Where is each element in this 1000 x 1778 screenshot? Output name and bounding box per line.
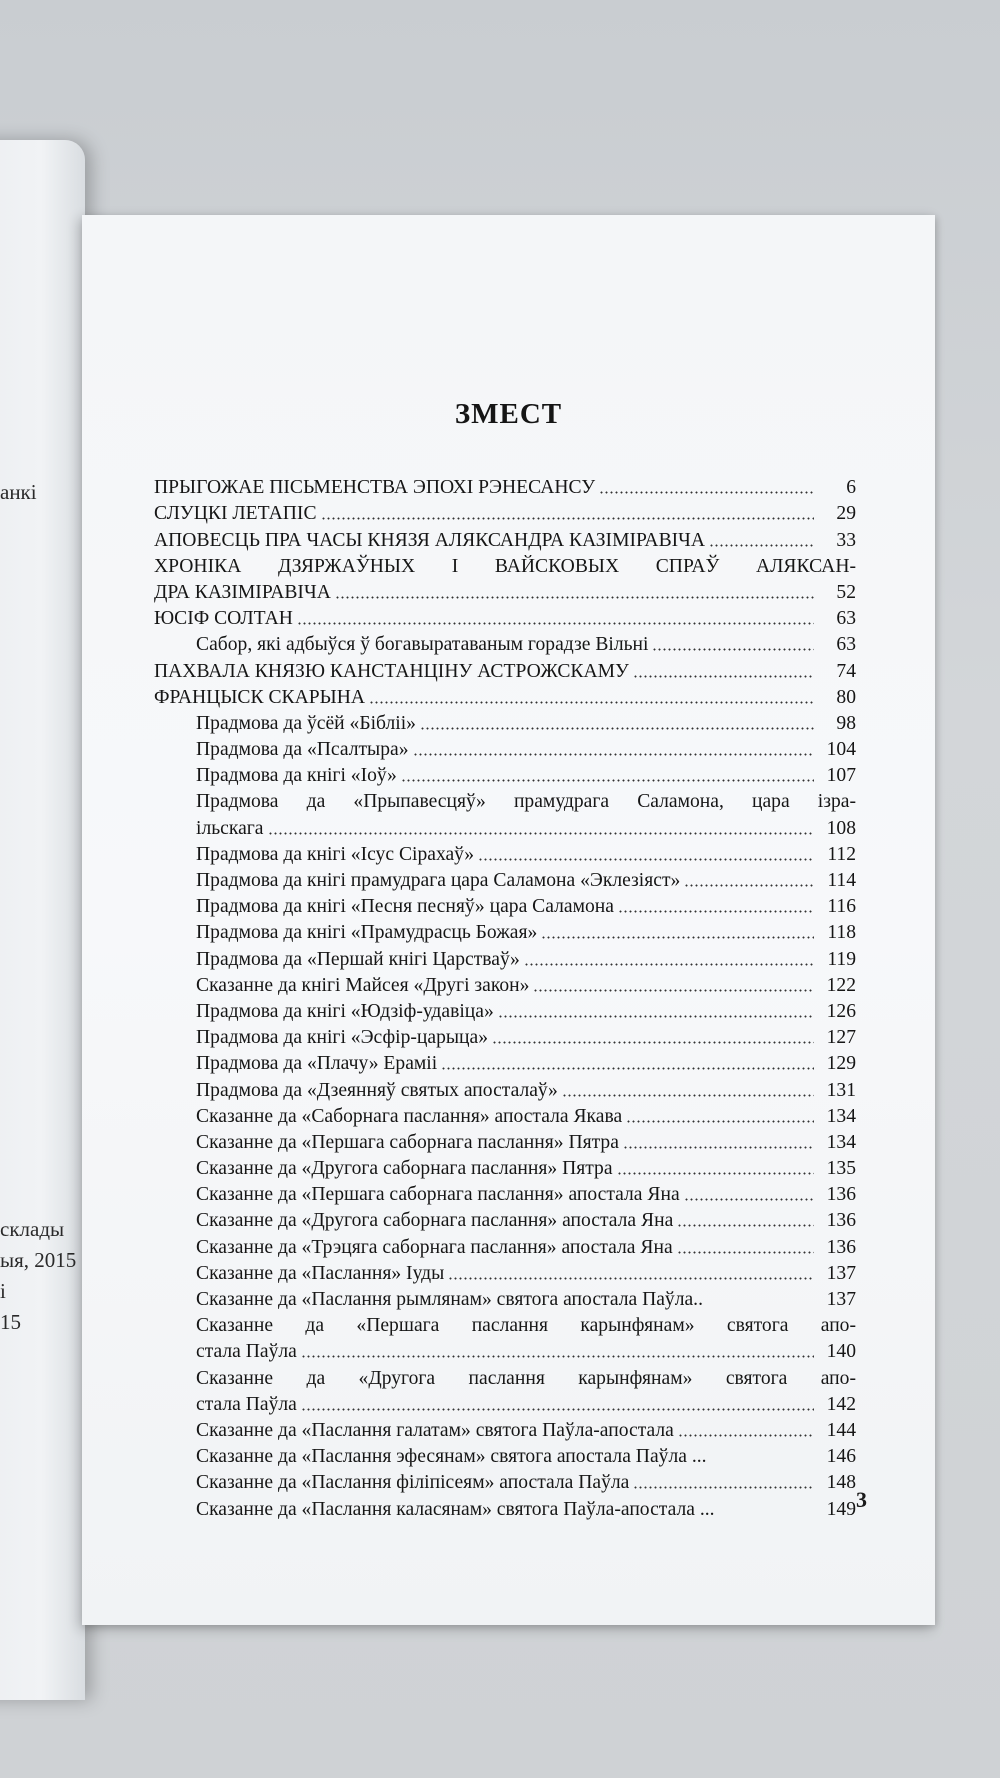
toc-entry-page: 137 — [826, 1289, 856, 1310]
toc-entry-title: Сказанне да «Другога саборнага паслання» апостала Яна — [196, 1210, 674, 1232]
toc-entry-title: ільскага — [196, 817, 264, 839]
dot-leader — [684, 1198, 814, 1201]
toc-entry-page: 98 — [836, 712, 856, 734]
dot-leader — [678, 1434, 814, 1437]
toc-entry-title: Сказанне да «Першага саборнага паслання» апостала Яна — [196, 1184, 680, 1206]
dot-leader — [478, 858, 814, 861]
toc-entry-title: Сказанне да «Паслання каласянам» святога Паўла-апостала ... — [196, 1498, 715, 1520]
page-number: 3 — [856, 1487, 867, 1512]
toc-entry — [154, 683, 856, 709]
toc-entry-title: Прадмова да кнігі прамудрага цара Саламона «Эклезіяст» — [196, 870, 681, 891]
toc-entry-page: 116 — [827, 896, 856, 918]
toc-entry — [154, 630, 856, 656]
toc-entry-page: 80 — [836, 686, 856, 708]
toc-entry-title: Прадмова да «Прыпавесцяў» прамудрага Саламона, цара ізра- — [196, 791, 856, 813]
dot-leader — [541, 936, 814, 939]
dot-leader — [369, 701, 814, 704]
toc-entry-page: 63 — [836, 634, 856, 656]
toc-entry-title: Сказанне да «Паслання філіпісеям» апостала Паўла — [196, 1472, 630, 1494]
dot-leader — [441, 1067, 814, 1070]
toc-entry-page: 136 — [826, 1236, 856, 1258]
dot-leader — [623, 1146, 814, 1149]
toc-entry — [154, 552, 856, 578]
toc-page — [82, 215, 935, 1625]
dot-leader — [562, 1094, 814, 1097]
dot-leader — [321, 517, 814, 520]
toc-entry — [154, 473, 856, 499]
toc-entry-page: 63 — [836, 608, 856, 630]
toc-entry-title: стала Паўла — [196, 1341, 297, 1363]
left-page-fragment: 15 — [0, 1310, 21, 1334]
toc-entry-title: ПАХВАЛА КНЯЗЮ КАНСТАНЦІНУ АСТРОЖСКАМУ — [154, 660, 629, 682]
toc-entry — [154, 944, 856, 970]
toc-entry-title: Прадмова да кнігі «Прамудрасць Божая» — [196, 922, 538, 944]
toc-entry — [154, 1154, 856, 1180]
toc-entry-page: 114 — [827, 870, 856, 891]
toc-entry-page: 74 — [836, 660, 856, 682]
toc-entry — [154, 813, 856, 839]
toc-entry-title: ХРОНІКА ДЗЯРЖАЎНЫХ І ВАЙСКОВЫХ СПРАЎ АЛЯКСАН- — [154, 555, 856, 577]
toc-entry — [154, 1232, 856, 1258]
toc-entry-title: Прадмова да «Дзеянняў святых апосталаў» — [196, 1079, 558, 1101]
dot-leader — [652, 648, 814, 651]
left-page — [0, 140, 85, 1700]
toc-entry — [154, 604, 856, 630]
toc-entry — [154, 499, 856, 525]
toc-entry — [154, 1468, 856, 1494]
toc-entry-page: 134 — [826, 1131, 856, 1153]
toc-entry-page: 104 — [826, 739, 856, 761]
toc-entry — [154, 840, 856, 866]
toc-entry-title: ЮСІФ СОЛТАН — [154, 608, 293, 630]
toc-entry-title: Сказанне да «Другога саборнага паслання» Пятра — [196, 1158, 613, 1180]
toc-entry — [154, 1337, 856, 1363]
toc-entry — [154, 1285, 856, 1311]
toc-entry — [154, 997, 856, 1023]
toc-entry-page: 112 — [827, 843, 856, 865]
toc-entry-page: 142 — [826, 1393, 856, 1415]
toc-entry-title: Прадмова да «Першай кнігі Царстваў» — [196, 948, 520, 970]
dot-leader — [420, 727, 814, 730]
dot-leader — [533, 989, 814, 992]
toc-entry-title: Прадмова да кнігі «Юдзіф-удавіца» — [196, 1000, 494, 1022]
toc-entry-page: 144 — [826, 1419, 856, 1441]
toc-entry — [154, 578, 856, 604]
toc-entry-page: 136 — [826, 1184, 856, 1206]
toc-entry — [154, 866, 856, 892]
toc-entry — [154, 892, 856, 918]
toc-entry — [154, 1049, 856, 1075]
toc-entry — [154, 1102, 856, 1128]
toc-entry-title: Сказанне да «Паслання эфесянам» святога апостала Паўла ... — [196, 1446, 707, 1468]
toc-entry-title: Сказанне да «Паслання» Іуды — [196, 1262, 445, 1284]
toc-entry-page: 137 — [826, 1262, 856, 1284]
toc-entry — [154, 525, 856, 551]
toc-entry-title: Сказанне да «Трэцяга саборнага паслання» апостала Яна — [196, 1236, 673, 1258]
toc-entry-page: 108 — [826, 817, 856, 839]
toc-entry-title: ФРАНЦЫСК СКАРЫНА — [154, 686, 366, 708]
toc-entry — [154, 761, 856, 787]
toc-entry-page: 52 — [836, 581, 856, 603]
toc-entry-title: Сказанне да «Паслання рымлянам» святога апостала Паўла.. — [196, 1289, 703, 1310]
toc-entry — [154, 1311, 856, 1337]
dot-leader — [301, 1408, 814, 1411]
dot-leader — [401, 779, 814, 782]
dot-leader — [413, 753, 814, 756]
toc-entry-page: 129 — [826, 1053, 856, 1075]
toc-entry-title: стала Паўла — [196, 1393, 297, 1415]
toc-entry — [154, 1075, 856, 1101]
toc-entry — [154, 1206, 856, 1232]
toc-entry — [154, 1128, 856, 1154]
left-page-fragment: анкі — [0, 480, 37, 504]
dot-leader — [301, 1355, 814, 1358]
toc-entry-page: 134 — [826, 1105, 856, 1127]
toc-entry-title: Сказанне да «Другога паслання карынфянам» святога апо- — [196, 1367, 856, 1389]
toc-entry — [154, 1363, 856, 1389]
toc-entry-page: 33 — [836, 529, 856, 551]
toc-entry — [154, 971, 856, 997]
toc-entry-title: Прадмова да кнігі «Эсфір-царыца» — [196, 1027, 489, 1049]
dot-leader — [677, 1224, 814, 1227]
toc-entry-title: Прадмова да кнігі «Іоў» — [196, 765, 397, 787]
dot-leader — [617, 1172, 814, 1175]
toc-entry-title: Прадмова да «Псалтыра» — [196, 739, 409, 761]
toc-entry-page: 118 — [827, 922, 856, 944]
toc-entry-title: Сказанне да «Паслання галатам» святога Паўла-апостала — [196, 1419, 674, 1441]
toc-entry-title: Прадмова да кнігі «Ісус Сірахаў» — [196, 843, 475, 865]
toc-entry-title: Прадмова да ўсёй «Бібліі» — [196, 712, 416, 734]
toc-entry-title: Сабор, які адбыўся ў богавыратаваным горадзе Вільні — [196, 634, 649, 656]
dot-leader — [618, 910, 814, 913]
toc-entry-title: ДРА КАЗІМІРАВІЧА — [154, 581, 331, 603]
toc-entry-title: ПРЫГОЖАЕ ПІСЬМЕНСТВА ЭПОХІ РЭНЕСАНСУ — [154, 477, 596, 499]
toc-entry — [154, 1259, 856, 1285]
toc-entry-page: 107 — [826, 765, 856, 787]
dot-leader — [677, 1251, 814, 1254]
toc-entry — [154, 1023, 856, 1049]
dot-leader — [498, 1015, 814, 1018]
toc-entry-page: 131 — [826, 1079, 856, 1101]
toc-entry — [154, 735, 856, 761]
toc-entry-title: Сказанне да «Саборнага паслання» апостала Якава — [196, 1105, 623, 1127]
toc-entry-title: Сказанне да «Першага саборнага паслання» Пятра — [196, 1131, 619, 1153]
table-of-contents — [154, 473, 856, 1521]
dot-leader — [335, 596, 814, 599]
toc-entry-title: Сказанне да «Першага паслання карынфянам» святога апо- — [196, 1315, 856, 1337]
page-title: ЗМЕСТ — [454, 398, 563, 430]
toc-entry — [154, 656, 856, 682]
left-page-fragment: склады — [0, 1217, 65, 1241]
toc-entry-page: 140 — [826, 1341, 856, 1363]
toc-entry — [154, 1416, 856, 1442]
dot-leader — [684, 884, 814, 887]
toc-entry — [154, 1442, 856, 1468]
toc-entry-page: 127 — [826, 1027, 856, 1049]
toc-entry — [154, 709, 856, 735]
toc-entry-page: 136 — [826, 1210, 856, 1232]
dot-leader — [633, 1486, 814, 1489]
dot-leader — [709, 544, 814, 547]
toc-entry-title: Прадмова да кнігі «Песня песняў» цара Саламона — [196, 896, 614, 918]
toc-entry-page: 122 — [826, 974, 856, 996]
dot-leader — [633, 675, 814, 678]
toc-entry-title: Сказанне да кнігі Майсея «Другі закон» — [196, 974, 530, 996]
toc-entry-page: 149 — [826, 1498, 856, 1520]
left-page-fragment: і — [0, 1279, 6, 1303]
toc-entry-title: АПОВЕСЦЬ ПРА ЧАСЫ КНЯЗЯ АЛЯКСАНДРА КАЗІМІРАВІЧА — [154, 529, 706, 551]
toc-entry-page: 126 — [826, 1000, 856, 1022]
toc-entry-title: Прадмова да «Плачу» Ераміі — [196, 1053, 438, 1075]
dot-leader — [297, 622, 814, 625]
toc-entry-page: 135 — [826, 1158, 856, 1180]
dot-leader — [492, 1041, 814, 1044]
left-page-fragment: ыя, 2015 — [0, 1248, 77, 1272]
toc-entry-page: 148 — [826, 1472, 856, 1494]
toc-entry-page: 29 — [836, 503, 856, 525]
toc-entry-title: СЛУЦКІ ЛЕТАПІС — [154, 503, 317, 525]
dot-leader — [268, 832, 814, 835]
toc-entry-page: 6 — [846, 477, 856, 499]
toc-entry — [154, 1494, 856, 1520]
dot-leader — [448, 1277, 814, 1280]
toc-entry-page: 146 — [826, 1446, 856, 1468]
toc-entry — [154, 787, 856, 813]
toc-entry — [154, 918, 856, 944]
toc-entry — [154, 1390, 856, 1416]
dot-leader — [524, 963, 814, 966]
dot-leader — [599, 491, 814, 494]
toc-entry — [154, 1180, 856, 1206]
toc-entry-page: 119 — [827, 948, 856, 970]
dot-leader — [626, 1120, 814, 1123]
